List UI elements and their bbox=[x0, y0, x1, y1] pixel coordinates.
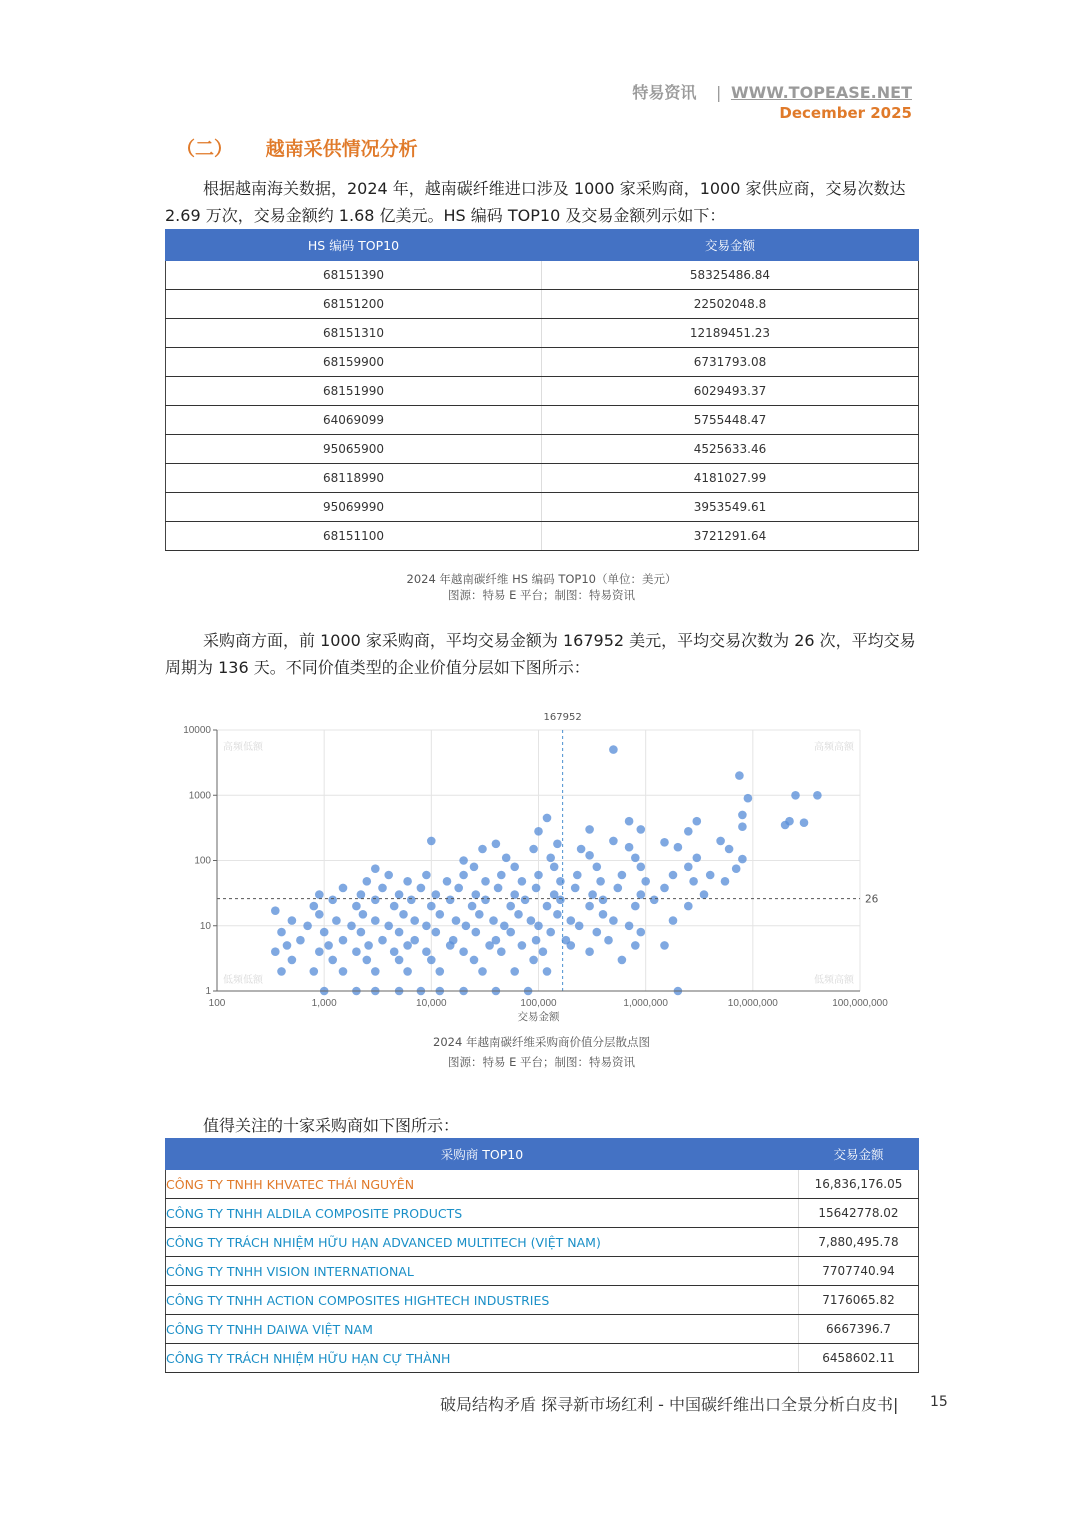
data-point bbox=[550, 890, 559, 899]
data-point bbox=[320, 928, 329, 937]
data-point bbox=[506, 928, 515, 937]
buyer-name-cell[interactable]: CÔNG TY TNHH VISION INTERNATIONAL bbox=[166, 1257, 799, 1286]
data-point bbox=[700, 890, 709, 899]
table-row bbox=[166, 406, 919, 435]
data-point bbox=[546, 854, 555, 863]
data-point bbox=[532, 884, 541, 893]
scatter-chart bbox=[165, 705, 905, 1035]
buyer-amount-cell: 16,836,176.05 bbox=[799, 1170, 919, 1199]
data-point bbox=[364, 941, 373, 950]
buyers-table bbox=[165, 1138, 919, 1373]
data-point bbox=[283, 941, 292, 950]
data-point bbox=[395, 956, 404, 965]
data-point bbox=[599, 910, 608, 919]
data-point bbox=[403, 877, 412, 886]
buyer-amount-cell: 6667396.7 bbox=[799, 1315, 919, 1344]
data-point bbox=[539, 947, 548, 956]
data-point bbox=[669, 871, 678, 880]
data-point bbox=[684, 902, 693, 911]
amount-cell: 22502048.8 bbox=[542, 290, 919, 319]
table-row bbox=[166, 493, 919, 522]
data-point bbox=[618, 956, 627, 965]
buyer-amount-header: 交易金额 bbox=[799, 1139, 919, 1170]
data-point bbox=[315, 910, 324, 919]
data-point bbox=[631, 902, 640, 911]
chart-caption-source: 图源：特易 E 平台；制图：特易资讯 bbox=[447, 1055, 636, 1069]
data-point bbox=[359, 910, 368, 919]
data-point bbox=[674, 843, 683, 852]
data-point bbox=[475, 910, 484, 919]
hs-code-cell: 68159900 bbox=[166, 348, 542, 377]
data-point bbox=[637, 863, 646, 872]
data-point bbox=[585, 851, 594, 860]
chart-points bbox=[271, 745, 822, 995]
buyer-amount-cell: 6458602.11 bbox=[799, 1344, 919, 1373]
data-point bbox=[609, 916, 618, 925]
data-point bbox=[693, 817, 702, 826]
y-tick-label: 10 bbox=[199, 920, 211, 932]
data-point bbox=[532, 936, 541, 945]
data-point bbox=[534, 922, 543, 931]
data-point bbox=[371, 967, 380, 976]
amount-cell: 4181027.99 bbox=[542, 464, 919, 493]
data-point bbox=[567, 916, 576, 925]
hs-code-cell: 95065900 bbox=[166, 435, 542, 464]
x-tick-label: 1,000,000 bbox=[623, 998, 668, 1009]
data-point bbox=[604, 936, 613, 945]
chart-caption bbox=[165, 1034, 918, 1070]
data-point bbox=[478, 967, 487, 976]
buyer-name-cell[interactable]: CÔNG TY TNHH ALDILA COMPOSITE PRODUCTS bbox=[166, 1199, 799, 1228]
data-point bbox=[481, 877, 490, 886]
data-point bbox=[472, 890, 481, 899]
data-point bbox=[384, 871, 393, 880]
data-point bbox=[432, 928, 441, 937]
data-point bbox=[390, 902, 399, 911]
caption-title: 2024 年越南碳纤维 HS 编码 TOP10（单位：美元） bbox=[406, 572, 677, 586]
data-point bbox=[462, 922, 471, 931]
buyer-paragraph: 采购商方面，前 1000 家采购商，平均交易金额为 167952 美元，平均交易次数为 26 次，平均交易周期为 136 天。不同价值类型的企业价值分层如下图所示： bbox=[165, 631, 916, 677]
chart-caption-title: 2024 年越南碳纤维采购商价值分层散点图 bbox=[433, 1035, 650, 1049]
data-point bbox=[470, 863, 479, 872]
avg-count-label: 26 bbox=[865, 893, 879, 906]
buyer-name-cell[interactable]: CÔNG TY TNHH ACTION COMPOSITES HIGHTECH INDUSTRIES bbox=[166, 1286, 799, 1315]
data-point bbox=[689, 877, 698, 886]
table-row bbox=[166, 1170, 919, 1199]
data-point bbox=[693, 854, 702, 863]
data-point bbox=[489, 916, 498, 925]
data-point bbox=[609, 745, 618, 754]
table-row bbox=[166, 1199, 919, 1228]
data-point bbox=[738, 855, 747, 864]
data-point bbox=[534, 871, 543, 880]
data-point bbox=[328, 896, 337, 905]
brand-name: 特易资讯 bbox=[632, 83, 697, 102]
data-point bbox=[660, 838, 669, 847]
data-point bbox=[625, 922, 634, 931]
data-point bbox=[625, 817, 634, 826]
table-row bbox=[166, 348, 919, 377]
data-point bbox=[529, 845, 538, 854]
data-point bbox=[585, 825, 594, 834]
data-point bbox=[721, 877, 730, 886]
y-tick-label: 1000 bbox=[188, 790, 211, 802]
data-point bbox=[725, 845, 734, 854]
data-point bbox=[593, 863, 602, 872]
data-point bbox=[791, 791, 800, 800]
header-date: December 2025 bbox=[779, 104, 912, 122]
data-point bbox=[510, 967, 519, 976]
data-point bbox=[732, 864, 741, 873]
data-point bbox=[303, 922, 312, 931]
quadrant-label: 高频低额 bbox=[223, 742, 263, 753]
data-point bbox=[459, 871, 468, 880]
buyer-name-cell[interactable]: CÔNG TY TRÁCH NHIỆM HỮU HẠN ADVANCED MULTITECH (VIỆT NAM) bbox=[166, 1228, 799, 1257]
data-point bbox=[556, 877, 565, 886]
data-point bbox=[573, 871, 582, 880]
data-point bbox=[593, 928, 602, 937]
data-point bbox=[543, 902, 552, 911]
data-point bbox=[384, 922, 393, 931]
y-tick-label: 1 bbox=[205, 986, 211, 997]
top-buyers-intro: 值得关注的十家采购商如下图所示： bbox=[203, 1116, 460, 1135]
data-point bbox=[660, 884, 669, 893]
hs-code-cell: 95069990 bbox=[166, 493, 542, 522]
chart-grid bbox=[217, 730, 860, 991]
data-point bbox=[609, 837, 618, 846]
x-tick-label: 1,000 bbox=[311, 998, 337, 1009]
x-tick-label: 10,000 bbox=[416, 998, 447, 1009]
buyer-amount-cell: 15642778.02 bbox=[799, 1199, 919, 1228]
data-point bbox=[390, 947, 399, 956]
data-point bbox=[403, 941, 412, 950]
data-point bbox=[500, 922, 509, 931]
amount-cell: 3953549.61 bbox=[542, 493, 919, 522]
quadrant-label: 高频高额 bbox=[814, 742, 854, 753]
table-row bbox=[166, 1344, 919, 1373]
data-point bbox=[371, 916, 380, 925]
data-point bbox=[328, 956, 337, 965]
data-point bbox=[738, 811, 747, 820]
data-point bbox=[347, 922, 356, 931]
data-point bbox=[371, 896, 380, 905]
buyer-name-cell[interactable]: CÔNG TY TNHH DAIWA VIỆT NAM bbox=[166, 1315, 799, 1344]
data-point bbox=[315, 890, 324, 899]
data-point bbox=[506, 902, 515, 911]
data-point bbox=[454, 884, 463, 893]
table-row bbox=[166, 319, 919, 348]
amount-cell: 6731793.08 bbox=[542, 348, 919, 377]
data-point bbox=[744, 794, 753, 803]
data-point bbox=[637, 928, 646, 937]
data-point bbox=[449, 936, 458, 945]
data-point bbox=[527, 916, 536, 925]
amount-cell: 6029493.37 bbox=[542, 377, 919, 406]
data-point bbox=[288, 916, 297, 925]
data-point bbox=[363, 956, 372, 965]
data-point bbox=[357, 890, 366, 899]
data-point bbox=[422, 922, 431, 931]
data-point bbox=[637, 825, 646, 834]
data-point bbox=[407, 896, 416, 905]
data-point bbox=[357, 928, 366, 937]
data-point bbox=[518, 877, 527, 886]
caption-source: 图源：特易 E 平台；制图：特易资讯 bbox=[447, 588, 636, 602]
data-point bbox=[660, 941, 669, 950]
intro-paragraph: 根据越南海关数据，2024 年，越南碳纤维进口涉及 1000 家采购商，1000 家供应商，交易次数达 2.69 万次，交易金额约 1.68 亿美元。HS 编码 TOP10 及交易金额列示如下： bbox=[165, 179, 906, 225]
hs-code-cell: 68151310 bbox=[166, 319, 542, 348]
section-heading: 越南采供情况分析 bbox=[265, 138, 418, 160]
data-point bbox=[395, 928, 404, 937]
data-point bbox=[785, 817, 794, 826]
data-point bbox=[378, 884, 387, 893]
data-point bbox=[422, 947, 431, 956]
amount-cell: 58325486.84 bbox=[542, 261, 919, 290]
data-point bbox=[378, 936, 387, 945]
data-point bbox=[716, 837, 725, 846]
table-row bbox=[166, 290, 919, 319]
data-point bbox=[339, 884, 348, 893]
data-point bbox=[277, 928, 286, 937]
table-header-row bbox=[166, 230, 919, 261]
data-point bbox=[296, 936, 305, 945]
data-point bbox=[599, 896, 608, 905]
data-point bbox=[614, 884, 623, 893]
x-tick-label: 100,000,000 bbox=[832, 998, 888, 1009]
data-point bbox=[339, 936, 348, 945]
x-tick-label: 100,000 bbox=[520, 998, 557, 1009]
data-point bbox=[363, 877, 372, 886]
data-point bbox=[571, 884, 580, 893]
hs-code-header: HS 编码 TOP10 bbox=[166, 230, 542, 261]
data-point bbox=[650, 896, 659, 905]
data-point bbox=[315, 947, 324, 956]
data-point bbox=[585, 947, 594, 956]
section-number: （二） bbox=[176, 138, 234, 160]
quadrant-label: 低频低额 bbox=[223, 975, 263, 986]
data-point bbox=[596, 877, 605, 886]
data-point bbox=[452, 916, 461, 925]
y-tick-label: 100 bbox=[194, 855, 211, 867]
data-point bbox=[502, 854, 511, 863]
data-point bbox=[553, 910, 562, 919]
buyer-name-cell[interactable]: CÔNG TY TRÁCH NHIỆM HỮU HẠN CỰ THÀNH bbox=[166, 1344, 799, 1373]
table-row bbox=[166, 1257, 919, 1286]
data-point bbox=[510, 863, 519, 872]
y-tick-label: 10000 bbox=[183, 725, 211, 736]
data-point bbox=[521, 896, 530, 905]
data-point bbox=[492, 936, 501, 945]
data-point bbox=[518, 941, 527, 950]
buyer-amount-cell: 7176065.82 bbox=[799, 1286, 919, 1315]
buyer-header: 采购商 TOP10 bbox=[166, 1139, 799, 1170]
data-point bbox=[417, 884, 426, 893]
data-point bbox=[546, 928, 555, 937]
data-point bbox=[553, 840, 562, 849]
table-row bbox=[166, 435, 919, 464]
website-link[interactable]: WWW.TOPEASE.NET bbox=[730, 83, 912, 102]
data-point bbox=[422, 871, 431, 880]
data-point bbox=[684, 827, 693, 836]
table-row bbox=[166, 261, 919, 290]
section-title bbox=[176, 134, 418, 161]
data-point bbox=[427, 956, 436, 965]
data-point bbox=[472, 928, 481, 937]
data-point bbox=[459, 856, 468, 865]
data-point bbox=[399, 910, 408, 919]
data-point bbox=[436, 967, 445, 976]
data-point bbox=[585, 902, 594, 911]
data-point bbox=[669, 916, 678, 925]
data-point bbox=[813, 791, 822, 800]
data-point bbox=[641, 877, 650, 886]
data-point bbox=[492, 840, 501, 849]
amount-header: 交易金额 bbox=[542, 230, 919, 261]
amount-cell: 3721291.64 bbox=[542, 522, 919, 551]
data-point bbox=[588, 890, 597, 899]
data-point bbox=[427, 837, 436, 846]
data-point bbox=[332, 916, 341, 925]
data-point bbox=[684, 863, 693, 872]
amount-cell: 12189451.23 bbox=[542, 319, 919, 348]
x-axis-label: 交易金额 bbox=[517, 1011, 560, 1023]
hs-code-cell: 68151390 bbox=[166, 261, 542, 290]
data-point bbox=[800, 818, 809, 827]
hs-code-cell: 68151100 bbox=[166, 522, 542, 551]
data-point bbox=[468, 902, 477, 911]
data-point bbox=[735, 771, 744, 780]
data-point bbox=[324, 941, 333, 950]
table-row bbox=[166, 1286, 919, 1315]
data-point bbox=[497, 947, 506, 956]
avg-amount-label: 167952 bbox=[543, 712, 582, 723]
data-point bbox=[371, 864, 380, 873]
data-point bbox=[577, 845, 586, 854]
hs-table-caption bbox=[165, 571, 918, 603]
data-point bbox=[738, 822, 747, 831]
data-point bbox=[618, 871, 627, 880]
data-point bbox=[514, 910, 523, 919]
data-point bbox=[575, 922, 584, 931]
data-point bbox=[446, 896, 455, 905]
data-point bbox=[277, 967, 286, 976]
page-number: 15 bbox=[930, 1394, 948, 1410]
hs-code-cell: 68118990 bbox=[166, 464, 542, 493]
amount-cell: 5755448.47 bbox=[542, 406, 919, 435]
buyer-name-cell[interactable]: CÔNG TY TNHH KHVATEC THÁI NGUYÊN bbox=[166, 1170, 799, 1199]
hs-code-cell: 68151990 bbox=[166, 377, 542, 406]
data-point bbox=[288, 956, 297, 965]
x-tick-label: 100 bbox=[208, 998, 226, 1009]
table-row bbox=[166, 377, 919, 406]
data-point bbox=[494, 884, 503, 893]
data-point bbox=[510, 890, 519, 899]
data-point bbox=[339, 967, 348, 976]
data-point bbox=[432, 890, 441, 899]
hs-code-cell: 64069099 bbox=[166, 406, 542, 435]
data-point bbox=[625, 843, 634, 852]
data-point bbox=[427, 902, 436, 911]
data-point bbox=[352, 902, 361, 911]
data-point bbox=[395, 890, 404, 899]
data-point bbox=[543, 814, 552, 823]
quadrant-label: 低频高额 bbox=[814, 975, 854, 986]
header-divider: | bbox=[715, 83, 722, 102]
data-point bbox=[481, 896, 490, 905]
data-point bbox=[271, 947, 280, 956]
page-header bbox=[632, 80, 912, 103]
hs-code-table bbox=[165, 229, 919, 551]
data-point bbox=[529, 956, 538, 965]
data-point bbox=[534, 827, 543, 836]
data-point bbox=[459, 947, 468, 956]
buyer-amount-cell: 7,880,495.78 bbox=[799, 1228, 919, 1257]
data-point bbox=[352, 947, 361, 956]
amount-cell: 4525633.46 bbox=[542, 435, 919, 464]
hs-code-cell: 68151200 bbox=[166, 290, 542, 319]
table-row bbox=[166, 464, 919, 493]
data-point bbox=[310, 902, 319, 911]
data-point bbox=[706, 871, 715, 880]
data-point bbox=[631, 854, 640, 863]
data-point bbox=[410, 916, 419, 925]
table-row bbox=[166, 1228, 919, 1257]
x-tick-label: 10,000,000 bbox=[727, 998, 778, 1009]
data-point bbox=[543, 967, 552, 976]
data-point bbox=[403, 967, 412, 976]
data-point bbox=[436, 910, 445, 919]
data-point bbox=[478, 845, 487, 854]
data-point bbox=[443, 877, 452, 886]
buyer-amount-cell: 7707740.94 bbox=[799, 1257, 919, 1286]
table-row bbox=[166, 522, 919, 551]
data-point bbox=[271, 906, 280, 915]
data-point bbox=[310, 967, 319, 976]
data-point bbox=[410, 936, 419, 945]
footer-title: 破局结构矛盾 探寻新市场红利 - 中国碳纤维出口全景分析白皮书| bbox=[440, 1395, 899, 1414]
table-header-row bbox=[166, 1139, 919, 1170]
table-row bbox=[166, 1315, 919, 1344]
data-point bbox=[550, 863, 559, 872]
data-point bbox=[470, 956, 479, 965]
data-point bbox=[631, 941, 640, 950]
data-point bbox=[637, 890, 646, 899]
data-point bbox=[497, 871, 506, 880]
